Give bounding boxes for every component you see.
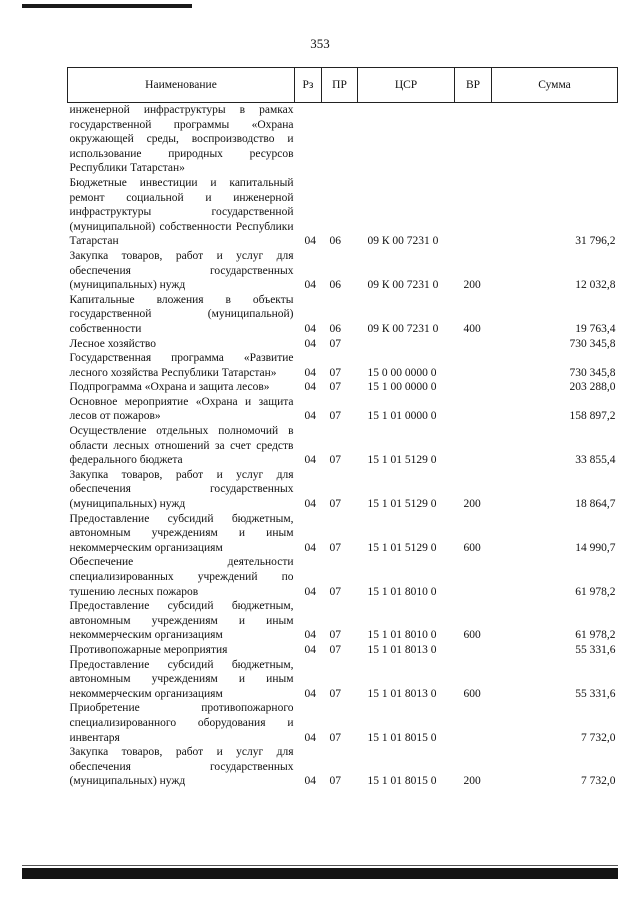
- row-csr: 15 1 01 8010 0: [367, 629, 437, 642]
- row-sum: 203 288,0: [569, 381, 616, 394]
- row-name: инженерной инфраструктуры в рамках государственной программы «Охрана окружающей среды, воспроизводство и использование природных ресурсов Республики Татарстан»: [69, 104, 294, 175]
- row-rz: 04: [304, 498, 316, 511]
- row-rz: 04: [304, 381, 316, 394]
- row-name: Закупка товаров, работ и услуг для обеспечения государственных (муниципальных) нужд: [69, 746, 294, 788]
- row-csr: 15 0 00 0000 0: [367, 366, 437, 379]
- row-csr: 15 1 01 5129 0: [367, 541, 437, 554]
- row-vr: [455, 176, 492, 249]
- row-name: Бюджетные инвестиции и капитальный ремонт социальной и инженерной инфраструктуры государственной (муниципальной) собственности Республики Татарстан: [69, 176, 294, 248]
- row-rz: 04: [304, 410, 316, 423]
- row-rz: 04: [304, 731, 316, 744]
- page-number: 353: [310, 36, 330, 51]
- row-name: Закупка товаров, работ и услуг для обеспечения государственных (муниципальных) нужд: [69, 468, 294, 511]
- row-csr: 09 К 00 7231 0: [367, 235, 439, 248]
- table-row: [68, 701, 618, 745]
- row-pr: 07: [329, 454, 341, 467]
- row-sum: 18 864,7: [575, 498, 616, 511]
- row-rz: 04: [304, 643, 316, 656]
- row-name: Государственная программа «Развитие лесного хозяйства Республики Татарстан»: [69, 352, 294, 379]
- table-row: [68, 380, 618, 395]
- table-row: [68, 103, 618, 176]
- row-name: Капитальные вложения в объекты государственной (муниципальной) собственности: [69, 293, 294, 335]
- table-row: [68, 176, 618, 249]
- header-pr: ПР: [322, 68, 358, 103]
- row-name: Предоставление субсидий бюджетным, автономным учреждениям и иным некоммерческим организациям: [69, 600, 294, 642]
- row-sum: 12 032,8: [575, 279, 616, 292]
- row-sum: 55 331,6: [575, 643, 616, 656]
- budget-table: [67, 67, 618, 789]
- row-vr: [455, 555, 492, 599]
- row-pr: 07: [329, 337, 341, 350]
- row-name: Предоставление субсидий бюджетным, автономным учреждениям и иным некоммерческим организациям: [69, 512, 294, 554]
- table-row: [68, 745, 618, 789]
- table-row: [68, 468, 618, 512]
- table-row: [68, 555, 618, 599]
- row-csr: 15 1 01 8010 0: [367, 585, 437, 598]
- row-rz: 04: [304, 454, 316, 467]
- table-row: [68, 351, 618, 380]
- row-pr: 07: [329, 731, 341, 744]
- table-row: [68, 424, 618, 468]
- row-rz: 04: [304, 337, 316, 350]
- row-name: Предоставление субсидий бюджетным, автономным учреждениям и иным некоммерческим организациям: [69, 658, 294, 700]
- row-pr: 07: [329, 585, 341, 598]
- row-vr: [455, 337, 492, 352]
- row-csr: [358, 337, 455, 352]
- table-row: [68, 599, 618, 643]
- header-rz: Рз: [295, 68, 322, 103]
- header-name: Наименование: [68, 68, 295, 103]
- row-sum: 730 345,8: [569, 337, 616, 350]
- table-row: [68, 658, 618, 702]
- row-csr: 15 1 01 5129 0: [367, 454, 437, 467]
- row-sum: 158 897,2: [569, 410, 616, 423]
- table-row: [68, 293, 618, 337]
- row-rz: 04: [304, 629, 316, 642]
- row-sum: 7 732,0: [581, 731, 616, 744]
- row-vr: 600: [463, 687, 481, 700]
- row-csr: 09 К 00 7231 0: [367, 279, 439, 292]
- row-csr: 15 1 01 8015 0: [367, 775, 437, 788]
- row-vr: [455, 103, 492, 176]
- row-sum: 730 345,8: [569, 366, 616, 379]
- row-pr: 06: [329, 235, 341, 248]
- table-row: [68, 643, 618, 658]
- row-vr: 200: [463, 498, 481, 511]
- header-vr: ВР: [455, 68, 492, 103]
- row-name: Закупка товаров, работ и услуг для обеспечения государственных (муниципальных) нужд: [69, 249, 294, 292]
- row-csr: 15 1 01 0000 0: [367, 410, 437, 423]
- row-pr: 07: [329, 775, 341, 788]
- row-pr: 07: [329, 410, 341, 423]
- row-pr: 06: [329, 322, 341, 335]
- row-csr: 15 1 01 8013 0: [367, 643, 437, 656]
- header-sum: Сумма: [492, 68, 618, 103]
- row-pr: 07: [329, 498, 341, 511]
- row-vr: [455, 351, 492, 380]
- row-csr: 15 1 00 0000 0: [367, 381, 437, 394]
- row-vr: 600: [463, 541, 481, 554]
- table-row: [68, 395, 618, 424]
- row-csr: 15 1 01 8013 0: [367, 687, 437, 700]
- row-name: Обеспечение деятельности специализированных учреждений по тушению лесных пожаров: [69, 556, 294, 598]
- row-name: Противопожарные мероприятия: [69, 643, 228, 656]
- header-csr: ЦСР: [358, 68, 455, 103]
- row-pr: [322, 103, 358, 176]
- row-vr: 200: [463, 775, 481, 788]
- row-pr: 07: [329, 687, 341, 700]
- row-pr: 07: [329, 366, 341, 379]
- row-rz: 04: [304, 687, 316, 700]
- row-pr: 07: [329, 629, 341, 642]
- row-csr: [358, 103, 455, 176]
- row-rz: [295, 103, 322, 176]
- row-pr: 07: [329, 643, 341, 656]
- row-pr: 07: [329, 381, 341, 394]
- row-name: Подпрограмма «Охрана и защита лесов»: [69, 381, 270, 394]
- row-vr: [455, 395, 492, 424]
- row-rz: 04: [304, 775, 316, 788]
- scan-edge-line: [22, 865, 618, 866]
- row-pr: 06: [329, 279, 341, 292]
- row-vr: [455, 424, 492, 468]
- row-name: Осуществление отдельных полномочий в области лесных отношений за счет средств федерального бюджета: [69, 425, 294, 467]
- row-sum: 61 978,2: [575, 585, 616, 598]
- row-rz: 04: [304, 366, 316, 379]
- table-header-row: [68, 68, 618, 103]
- row-name: Лесное хозяйство: [69, 337, 157, 350]
- row-vr: [455, 380, 492, 395]
- table-row: [68, 337, 618, 352]
- scan-edge-top: [22, 4, 192, 8]
- row-name: Приобретение противопожарного специализированного оборудования и инвентаря: [69, 702, 294, 744]
- row-sum: 14 990,7: [575, 541, 616, 554]
- row-vr: 200: [463, 279, 481, 292]
- row-vr: 400: [463, 322, 481, 335]
- row-rz: 04: [304, 322, 316, 335]
- row-name: Основное мероприятие «Охрана и защита лесов от пожаров»: [69, 395, 294, 423]
- row-rz: 04: [304, 279, 316, 292]
- scan-edge-bottom: [22, 868, 618, 879]
- row-sum: 61 978,2: [575, 629, 616, 642]
- row-sum: 7 732,0: [581, 775, 616, 788]
- row-sum: 19 763,4: [575, 322, 616, 335]
- row-csr: 15 1 01 5129 0: [367, 498, 437, 511]
- row-csr: 09 К 00 7231 0: [367, 322, 439, 335]
- row-rz: 04: [304, 541, 316, 554]
- row-rz: 04: [304, 585, 316, 598]
- row-vr: [455, 701, 492, 745]
- row-vr: [455, 643, 492, 658]
- table-row: [68, 249, 618, 293]
- row-sum: 55 331,6: [575, 687, 616, 700]
- row-sum: 31 796,2: [575, 235, 616, 248]
- row-sum: 33 855,4: [575, 454, 616, 467]
- table-row: [68, 512, 618, 556]
- row-csr: 15 1 01 8015 0: [367, 731, 437, 744]
- row-pr: 07: [329, 541, 341, 554]
- row-sum: [492, 103, 618, 176]
- row-rz: 04: [304, 235, 316, 248]
- row-vr: 600: [463, 629, 481, 642]
